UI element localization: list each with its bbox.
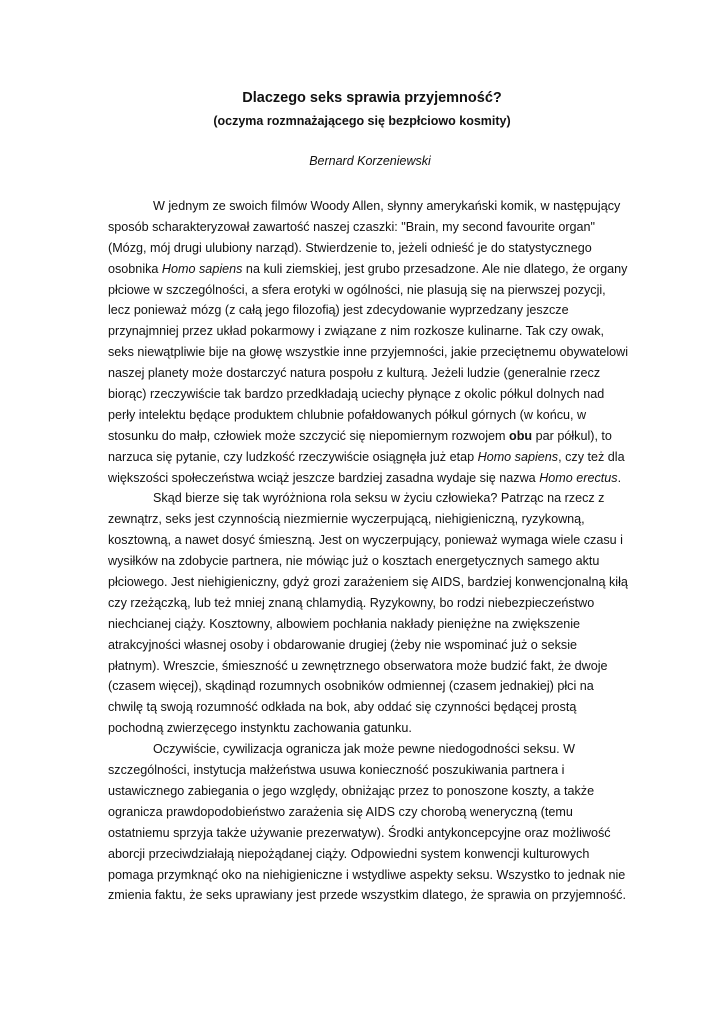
text-line: ustawicznego zabiegania o jego względy, obniżając przez to ponoszone koszty, a także xyxy=(108,783,595,798)
paragraph-1 xyxy=(108,196,628,488)
text-line: naszej planety może dostarczyć natura pospołu z kulturą. Jeżeli ludzie (generalnie rzecz xyxy=(108,366,601,381)
text-line: (czasem więcej), skądinąd rozumnych osobników odmiennej (czasem jednakiej) płci na xyxy=(108,679,594,694)
paragraph-3 xyxy=(108,739,628,906)
document-subtitle: (oczyma rozmnażającego się bezpłciowo kosmity) xyxy=(213,114,511,128)
text-line: sposób scharakteryzował zawartość naszej czaszki: "Brain, my second favourite organ" xyxy=(108,219,596,234)
text-line: W jednym ze swoich filmów Woody Allen, słynny amerykański komik, w następujący xyxy=(153,199,621,213)
text-line: płciowe w szczególności, a sfera erotyki w ogólności, nie plasują się na pierwszej pozycji, xyxy=(108,282,606,297)
text-line: pomaga przymknąć oko na niehigieniczne i wstydliwe aspekty seksu. Wszystko to jednak nie xyxy=(108,867,626,882)
text-run: osobnika xyxy=(108,261,162,276)
text-line: ostatniemu sprzyja także używanie prezerwatyw). Środki antykoncepcyjne oraz możliwość xyxy=(108,825,611,840)
article-body xyxy=(108,196,628,906)
text-line: czy rzeżączką, lub też mniej znaną chlamydią. Ryzykowny, bo rodzi niebezpieczeństwo xyxy=(108,595,595,610)
text-line xyxy=(108,447,628,468)
italic-term: Homo erectus xyxy=(539,470,618,485)
text-line: ogranicza prawdopodobieństwo zarażenia się AIDS czy chorobą weneryczną (temu xyxy=(108,804,573,819)
text-run: stosunku do małp, człowiek może szczycić się niepomiernym rozwojem xyxy=(108,428,510,443)
paragraph-2 xyxy=(108,488,628,739)
text-run: , czy też dla xyxy=(558,449,625,464)
text-line: zmienia faktu, że seks uprawiany jest przede wszystkim dlatego, że sprawia on przyjemność. xyxy=(108,888,626,903)
text-line: (Mózg, mój drugi ulubiony narząd). Stwierdzenie to, jeżeli odnieść je do statystycznego xyxy=(108,240,592,255)
text-run: narzuca się pytanie, czy ludzkość rzeczywiście osiągnęła już etap xyxy=(108,449,478,464)
italic-term: Homo sapiens xyxy=(477,449,559,464)
text-line: atrakcyjności własnej osoby i obdarowanie drugiej (żeby nie wspominać już o seksie xyxy=(108,637,578,652)
text-line: chwilę tą swoją rozumność odkłada na bok, aby oddać się czynności będącej prostą xyxy=(108,700,577,715)
text-line: płciowego. Jest niehigieniczny, gdyż grozi zarażeniem się AIDS, bardziej konwencjonalną kiłą xyxy=(108,575,628,590)
text-line xyxy=(108,468,628,489)
text-line: seks niewątpliwie bije na głowę wszystkie inne przyjemności, jakie przeciętnemu obywatelowi xyxy=(108,345,629,360)
bold-term: obu xyxy=(509,428,533,443)
document-title: Dlaczego seks sprawia przyjemność? xyxy=(242,90,502,106)
italic-term: Homo sapiens xyxy=(161,261,243,276)
text-line: perły intelektu będące produktem chlubnie pofałdowanych półkul górnych (w końcu, w xyxy=(108,407,587,422)
text-line xyxy=(108,426,628,447)
text-line: pochodną zwierzęcego instynktu zachowania gatunku. xyxy=(108,721,412,736)
text-run: większości społeczeństwa wciąż jeszcze bardziej zasadna wydaje się nazwa xyxy=(108,470,540,485)
text-line: lecz ponieważ mózg (z całą jego filozofią) jest zdecydowanie wyprzedzany jeszcze xyxy=(108,303,569,318)
text-line: przynajmniej przez układ pokarmowy i związane z nim rozkosze kulinarne. Tak czy owak, xyxy=(108,324,605,339)
text-line: aborcji przeciwdziałają niepożądanej ciąży. Odpowiedni system konwencji kulturowych xyxy=(108,846,590,861)
text-line: biorąc) rzeczywiście tak bardzo przedkładają uciechy płynące z okolic półkul dolnych nad xyxy=(108,387,605,402)
text-line: wysiłków na zdobycie partnera, nie mówiąc już o kosztach energetycznych samego aktu xyxy=(108,554,600,569)
text-run: . xyxy=(617,470,622,485)
text-line: niechcianej ciąży. Kosztowny, albowiem pochłania nakłady pieniężne na zwiększenie xyxy=(108,616,581,631)
text-line: zewnątrz, seks jest czynnością niezmiernie wyczerpującą, niehigieniczną, ryzykowną, xyxy=(108,512,585,527)
text-line: płatnym). Wreszcie, śmieszność u zewnętrznego obserwatora może budzić fakt, że dwoje xyxy=(108,658,608,673)
text-run: na kuli ziemskiej, jest grubo przesadzone. Ale nie dlatego, że organy xyxy=(242,261,628,276)
text-line: szczególności, instytucja małżeństwa usuwa konieczność poszukiwania partnera i xyxy=(108,763,565,778)
text-line xyxy=(108,259,628,280)
text-line: Oczywiście, cywilizacja ogranicza jak może pewne niedogodności seksu. W xyxy=(153,742,576,757)
text-line: kosztowną, a nawet dosyć śmieszną. Jest on wyczerpujący, ponieważ wymaga wiele czasu i xyxy=(108,533,623,548)
author-name: Bernard Korzeniewski xyxy=(309,154,431,168)
text-line: Skąd bierze się tak wyróżniona rola seksu w życiu człowieka? Patrząc na rzecz z xyxy=(153,491,605,506)
text-run: par półkul), to xyxy=(532,428,612,443)
